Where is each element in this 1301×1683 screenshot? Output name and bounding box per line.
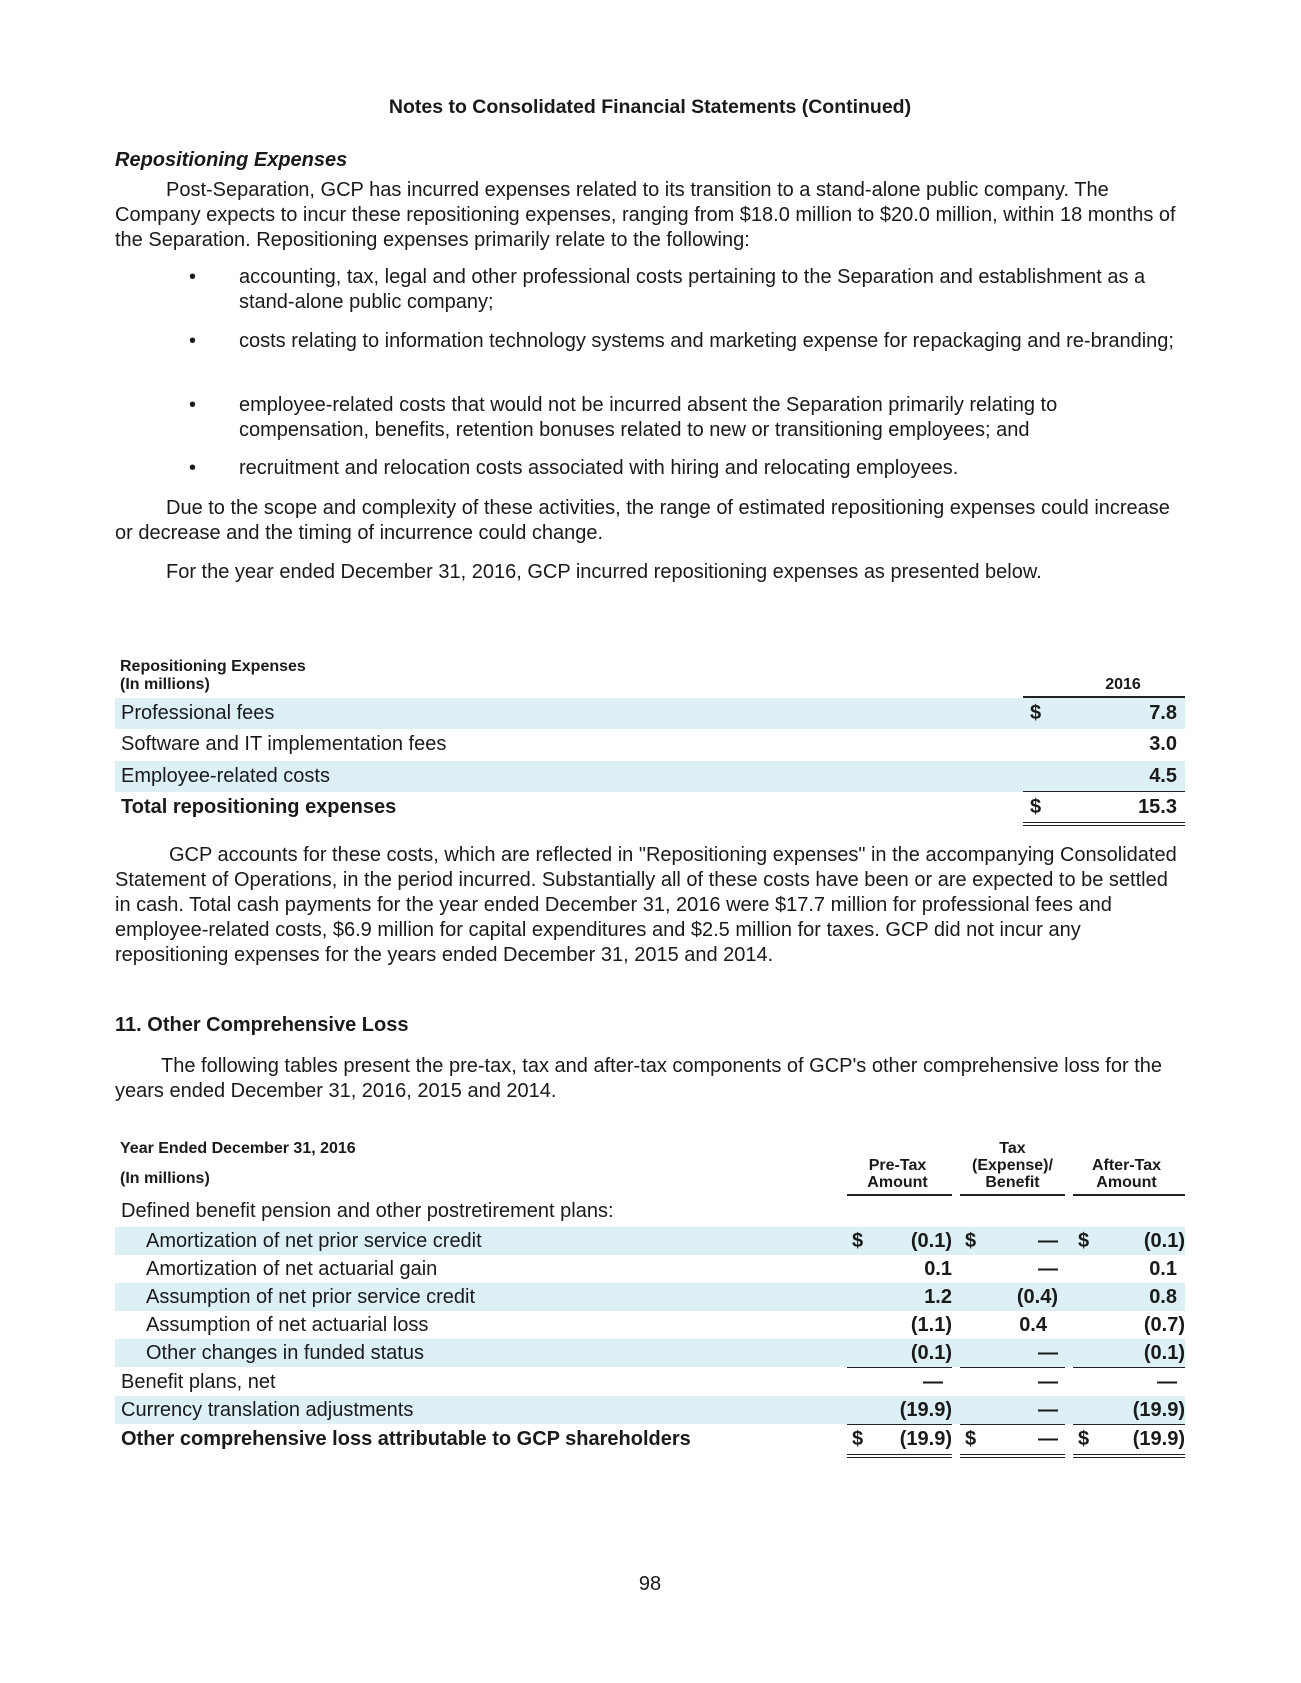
row-label: Employee-related costs bbox=[121, 765, 330, 787]
total-double-rule bbox=[960, 1454, 1065, 1458]
row-label: Total repositioning expenses bbox=[121, 796, 397, 818]
section2-title: 11. Other Comprehensive Loss bbox=[115, 1014, 409, 1036]
table-row bbox=[115, 698, 1185, 729]
col-header-line: After-Tax bbox=[1091, 1157, 1162, 1174]
table-row bbox=[115, 729, 1185, 760]
table1-header-title: Repositioning Expenses bbox=[120, 658, 306, 675]
cell-aftertax: (0.1) bbox=[1143, 1230, 1185, 1252]
col-header-line: Tax bbox=[999, 1140, 1026, 1157]
table-row bbox=[115, 1283, 1185, 1311]
row-label: Other comprehensive loss attributable to GCP shareholders bbox=[121, 1428, 691, 1450]
paragraph-year bbox=[115, 560, 1185, 585]
row-value: 15.3 bbox=[1138, 796, 1177, 818]
dollar-sign: $ bbox=[1078, 1428, 1090, 1450]
page-number: 98 bbox=[638, 1573, 662, 1595]
bullet-dot: • bbox=[189, 457, 197, 479]
cell-pretax: (19.9) bbox=[899, 1399, 952, 1421]
dollar-sign: $ bbox=[1078, 1230, 1090, 1252]
paragraph-scope bbox=[115, 496, 1185, 546]
cell-tax: 0.4 bbox=[1019, 1314, 1047, 1336]
table1-header-units: (In millions) bbox=[120, 676, 210, 693]
table-row bbox=[115, 1396, 1185, 1424]
table-row bbox=[115, 1227, 1185, 1255]
table-row bbox=[115, 1368, 1185, 1396]
cell-pretax: 0.1 bbox=[924, 1258, 952, 1280]
table-row-total bbox=[115, 792, 1185, 823]
table-row bbox=[115, 1339, 1185, 1367]
cell-tax: (0.4) bbox=[1016, 1286, 1058, 1308]
cell-tax: — bbox=[1038, 1371, 1058, 1393]
row-label: Assumption of net prior service credit bbox=[146, 1286, 476, 1308]
col-header-line: Amount bbox=[867, 1174, 928, 1191]
col-header-aftertax bbox=[1073, 1157, 1180, 1191]
cell-tax: — bbox=[1038, 1428, 1058, 1450]
dollar-sign: $ bbox=[852, 1230, 864, 1252]
dollar-sign: $ bbox=[965, 1428, 977, 1450]
group-label: Defined benefit pension and other postretirement plans: bbox=[121, 1200, 614, 1222]
section-title: Repositioning Expenses bbox=[115, 149, 348, 171]
cell-tax: — bbox=[1038, 1230, 1058, 1252]
col-header-line: Amount bbox=[1096, 1174, 1157, 1191]
cell-tax: — bbox=[1038, 1399, 1058, 1421]
row-label: Benefit plans, net bbox=[121, 1371, 276, 1393]
cell-pretax: (19.9) bbox=[899, 1428, 952, 1450]
cell-pretax: (0.1) bbox=[910, 1230, 952, 1252]
paragraph-year-text: For the year ended December 31, 2016, GCP incurred repositioning expenses as presented below. bbox=[166, 561, 1042, 583]
col-header-pretax bbox=[845, 1157, 950, 1191]
table-row bbox=[115, 1311, 1185, 1339]
table2-header-title: Year Ended December 31, 2016 bbox=[120, 1140, 356, 1157]
bullet-text: employee-related costs that would not be incurred absent the Separation primarily relating to compensation, benefits, retention bonuses related to new or transitioning employees; and bbox=[239, 394, 1058, 441]
cell-aftertax: (0.7) bbox=[1143, 1314, 1185, 1336]
table-row bbox=[115, 761, 1185, 792]
cell-aftertax: (0.1) bbox=[1143, 1342, 1185, 1364]
cell-aftertax: (19.9) bbox=[1132, 1399, 1185, 1421]
row-label: Currency translation adjustments bbox=[121, 1399, 414, 1421]
cell-aftertax: — bbox=[1157, 1371, 1177, 1393]
row-value: 3.0 bbox=[1149, 733, 1177, 755]
table1-total-double-rule bbox=[1023, 822, 1185, 826]
row-label: Other changes in funded status bbox=[146, 1342, 424, 1364]
table-row bbox=[115, 1255, 1185, 1283]
row-label: Amortization of net prior service credit bbox=[146, 1230, 482, 1252]
bullet-dot: • bbox=[189, 266, 197, 288]
table1-year-header: 2016 bbox=[1105, 676, 1141, 693]
table1-header bbox=[120, 658, 306, 694]
paragraph-scope-text: Due to the scope and complexity of these activities, the range of estimated repositioning expenses could increase or decrease and the timing of incurrence could change. bbox=[115, 497, 1170, 544]
col-header-line: Pre-Tax bbox=[868, 1157, 927, 1174]
cell-pretax: 1.2 bbox=[924, 1286, 952, 1308]
bullet-dot: • bbox=[189, 330, 197, 352]
paragraph-intro-text: Post-Separation, GCP has incurred expenses related to its transition to a stand-alone public company. The Company expects to incur these repositioning expenses, ranging from $18.0 million to $20.0 million, within 18 months of the Separation. Repositioning expenses primarily relate to the following: bbox=[115, 179, 1176, 251]
col-rule bbox=[1073, 1194, 1185, 1196]
total-double-rule bbox=[1073, 1454, 1185, 1458]
cell-tax: — bbox=[1038, 1258, 1058, 1280]
cell-aftertax: 0.8 bbox=[1149, 1286, 1177, 1308]
cell-aftertax: 0.1 bbox=[1149, 1258, 1177, 1280]
paragraph-intro bbox=[115, 178, 1185, 253]
dollar-sign: $ bbox=[965, 1230, 977, 1252]
paragraph-ocl-text: The following tables present the pre-tax, tax and after-tax components of GCP's other comprehensive loss for the years ended December 31, 2016, 2015 and 2014. bbox=[115, 1055, 1162, 1102]
row-label: Amortization of net actuarial gain bbox=[146, 1258, 438, 1280]
cell-pretax: — bbox=[923, 1371, 943, 1393]
paragraph-accounting-text: GCP accounts for these costs, which are reflected in "Repositioning expenses" in the accompanying Consolidated Statement of Operations, in the period incurred. Substantially all of these costs have been or are expected to be settled in cash. Total cash payments for the year ended December 31, 2016 were $17.7 million for professional fees and employee-related costs, $6.9 million for capital expenditures and $2.5 million for taxes. GCP did not incur any repositioning expenses for the years ended December 31, 2015 and 2014. bbox=[115, 844, 1177, 966]
paragraph-accounting bbox=[115, 843, 1185, 968]
bullet-text: recruitment and relocation costs associated with hiring and relocating employees. bbox=[239, 457, 959, 479]
dollar-sign: $ bbox=[1030, 702, 1042, 724]
bullet-text: costs relating to information technology systems and marketing expense for repackaging and re-branding; bbox=[239, 330, 1174, 352]
bullet-dot: • bbox=[189, 394, 197, 416]
total-double-rule bbox=[847, 1454, 952, 1458]
paragraph-ocl bbox=[115, 1054, 1185, 1104]
row-label: Assumption of net actuarial loss bbox=[146, 1314, 429, 1336]
table-row-total bbox=[115, 1425, 1185, 1453]
cell-tax: — bbox=[1038, 1342, 1058, 1364]
table2-header-units: (In millions) bbox=[120, 1170, 210, 1187]
col-header-line: (Expense)/ bbox=[972, 1157, 1053, 1174]
page-header: Notes to Consolidated Financial Statements (Continued) bbox=[388, 96, 912, 118]
col-header-line: Benefit bbox=[985, 1174, 1040, 1191]
cell-pretax: (1.1) bbox=[910, 1314, 952, 1336]
bullet-text: accounting, tax, legal and other professional costs pertaining to the Separation and establishment as a stand-alone public company; bbox=[239, 266, 1146, 313]
dollar-sign: $ bbox=[1030, 796, 1042, 818]
row-label: Professional fees bbox=[121, 702, 275, 724]
col-rule bbox=[960, 1194, 1065, 1196]
dollar-sign: $ bbox=[852, 1428, 864, 1450]
group-label-row bbox=[115, 1197, 1185, 1225]
row-label: Software and IT implementation fees bbox=[121, 733, 447, 755]
cell-pretax: (0.1) bbox=[910, 1342, 952, 1364]
row-value: 4.5 bbox=[1149, 765, 1177, 787]
col-rule bbox=[847, 1194, 952, 1196]
col-header-tax bbox=[960, 1140, 1065, 1191]
row-value: 7.8 bbox=[1149, 702, 1177, 724]
cell-aftertax: (19.9) bbox=[1132, 1428, 1185, 1450]
